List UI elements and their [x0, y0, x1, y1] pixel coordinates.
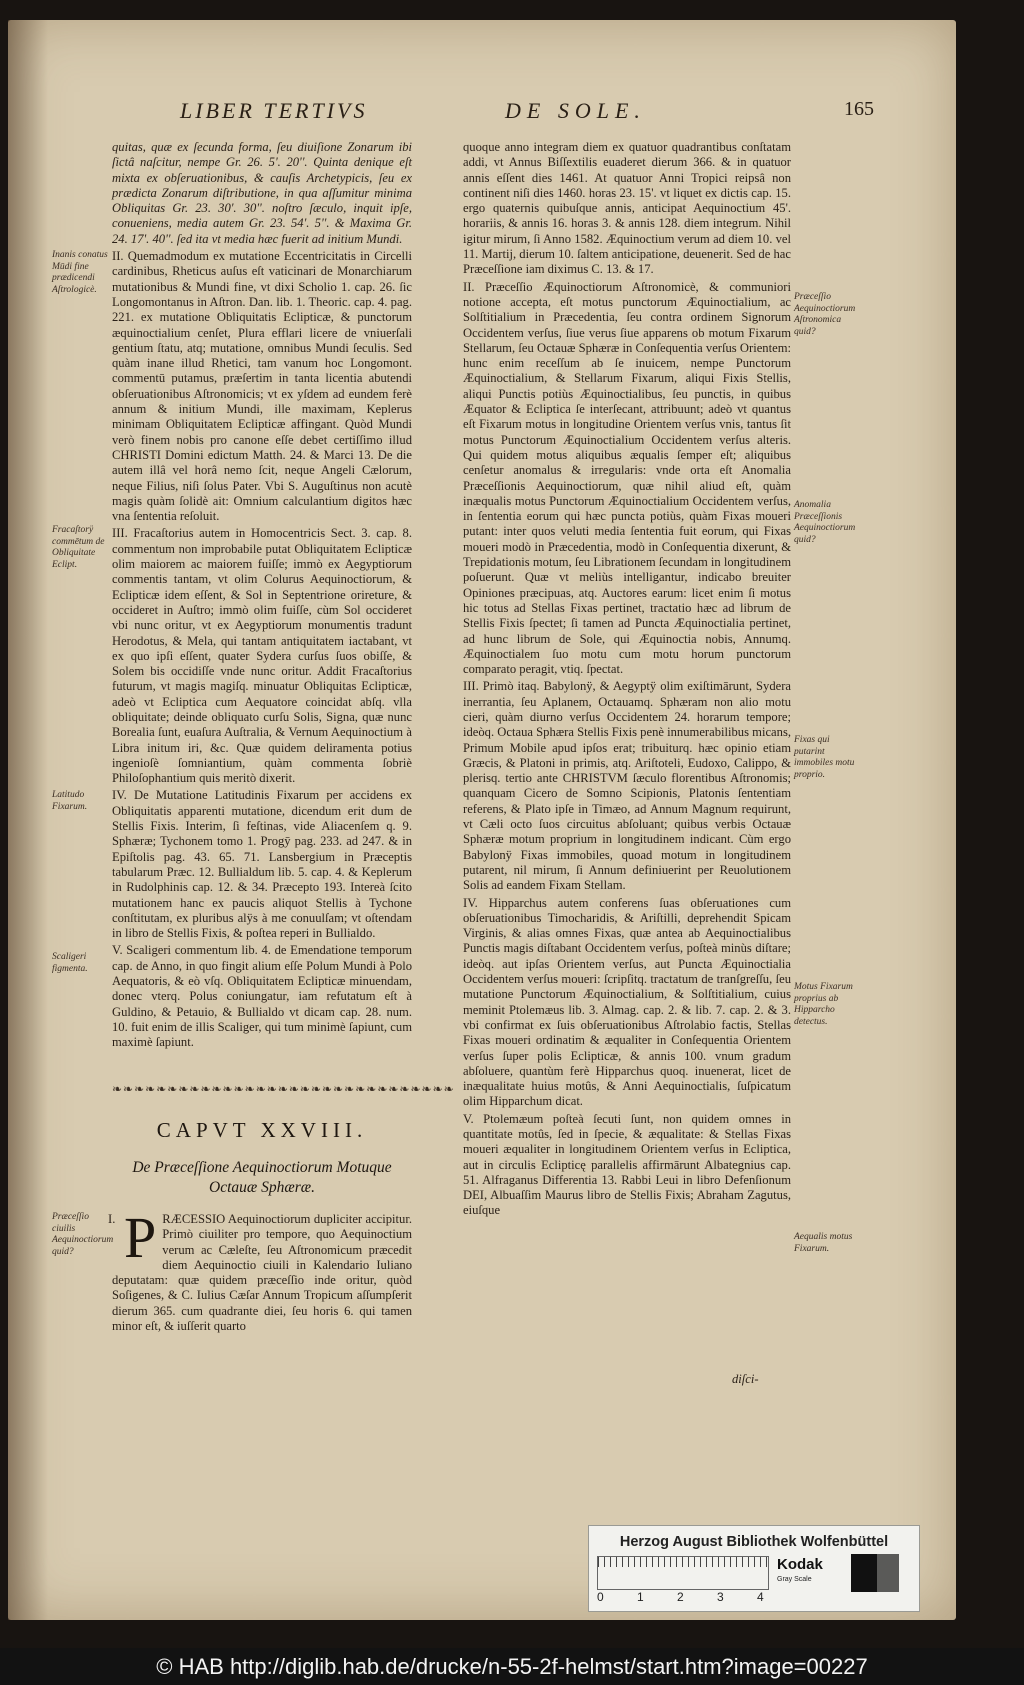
running-head: [180, 98, 994, 132]
chapter-first-paragraph: [108, 1205, 412, 1334]
margin-note: Præceſſio ciuilis Aequinoctiorum quid?: [52, 1212, 114, 1257]
scale-number: 2: [677, 1590, 684, 1604]
margin-note: Scaligeri figmenta.: [52, 952, 88, 974]
drop-cap: P: [124, 1205, 157, 1270]
margin-note: Inanis conatus Mūdi fine prædicendi Aſtrologicè.: [52, 250, 108, 295]
gray-swatch-black: [851, 1554, 877, 1592]
right-paragraph: IV. Hipparchus autem conferens ſuas obſeruationes cum obſeruationibus Timocharidis, & Ariſtilli, deprehendit Spicam Virginis, & alias omnes Fixas, quæ antea ab Aequinoctialibus Punctis magis diſtabant Occidentem verſus, poſteà minùs diſtare; ideòq. aut ipſas Orientem verſus, aut Puncta Æquinoctialia Occidentem verſus moueri: ſcripſitq. tractatum de tranſgreſſu, ſeu mutatione Punctorum Æquinoctialium, & Solſtitialium, cuius meminit Ptolemæus lib. 3. Almag. cap. 2. & lib. 7. cap. 2. & 3. vbi confirmat ex ſuis obſeruationibus Aſtrolabio factis, Stellas Fixas moueri ordinatim & æqualiter in Conſequentia Orientem verſus ſuper polis Eclipticæ, & annis 100. vnum gradum abſoluere, quantùm ferè Hipparchus quoq. inuenerat, licet de inæqualitate huius motûs, & Anni Aequinoctialis, ſuſpicatum olim Hipparchum dicat.: [463, 895, 791, 1109]
margin-note: Fracaſtorÿ commētum de Obliquitate Eclipt.: [52, 525, 105, 570]
kodak-logo: Kodak: [777, 1556, 823, 1573]
left-paragraph: quitas, quæ ex ſecunda forma, ſeu diuiſione Zonarum ibi ſictâ naſcitur, nempe Gr. 26. 5'. 20''. Quinta denique eſt mixta ex obſeruationibus, & cauſis Archetypicis, ſeu ex prædicta Zonarum diſtributione, in qua aſſumitur minima Obliquitas Gr. 23. 30'. 30''. noſtro ſæculo, inquit ipſe, conueniens, media autem Gr. 23. 54'. 5''. & Maxima Gr. 24. 17'. 40''. ſed ita vt media hæc fuerit ad initium Mundi.: [112, 140, 412, 246]
page-gutter-shadow: [8, 20, 48, 1620]
gray-swatch-gray: [877, 1554, 899, 1592]
right-paragraph: quoque anno integram diem ex quatuor quadrantibus conſtatam addi, vt Annus Biſſextilis euaderet dierum 366. & in quatuor annis eſſent dies 1461. At quatuor Anni Tropici reipsâ non continent niſi dies 1460. horas 23. 15'. vt liquet ex dictis cap. 15. ergo quaternis quibuſque annis, anticipat Aequinoctium 45'. horariis, & annis 16. horas 3. & annis 128. diem integrum. Nihil igitur mirum, ſi Anno 1582. Æquinoctium verum ad diem 10. vel 11. Martij, dierum 10. ſaltem anticipatione, deuenerit. Sed de hac Præceſſione iam diximus C. 13. & 17.: [463, 140, 791, 277]
copyright-footer: © HAB http://diglib.hab.de/drucke/n-55-2f-helmst/start.htm?image=00227: [0, 1648, 1024, 1685]
margin-note: Præceſſio Aequinoctiorum Aſtronomica quid?: [794, 292, 856, 337]
left-column: [112, 140, 412, 1053]
right-paragraph: III. Primò itaq. Babylonÿ, & Aegyptÿ olim exiſtimārunt, Sydera inerrantia, ſeu Aplanem, Octauamq. Sphæram non alio motu cieri, quàm diurno verſus Occidentem 24. horarum tempore; ideòq. Octaua Sphæra Stellis Fixis penè innumerabilibus micans, Primum Mobile apud ipſos erat; tribuiturq. hæc opinio etiam Græcis, & Platoni in primis, atq. Ariſtoteli, Eudoxo, Calippo, & plerisq. tertio ante CHRISTVM ſæculo florentibus Aſtronomis; quanquam Cicero de Somno Scipionis, Platonis ſententiam referens, & Plato ipſe in Timæo, ad Annum Magnum requirunt, vt Cæli octo ſuos circuitus abſoluant; quibus verbis Octauæ Sphæræ motum proprium in longitudinem indicant. Cùm ergo Babylonÿ Fixas immobiles, quoad motum in longitudinem putarent, nil mirum, ſi Annum definiuerint per Reuolutionem Solis ad eandem Fixam Stellam.: [463, 679, 791, 893]
running-head-left: LIBER TERTIVS: [180, 98, 368, 123]
scale-number: 1: [637, 1590, 644, 1604]
margin-note: Anomalia Præceſſionis Aequinoctiorum quid?: [794, 500, 856, 545]
margin-note: Fixas qui putarint immobiles motu proprio.: [794, 735, 855, 780]
library-color-card: [588, 1525, 920, 1612]
running-head-right: DE SOLE.: [505, 98, 646, 123]
right-column: [463, 140, 791, 1221]
left-paragraph: IV. De Mutatione Latitudinis Fixarum per accidens ex Obliquitatis apparenti mutatione, dicendum erit dum de Stellis Fixis. Interim, ſi feſtinas, vide Aliacenſem q. 9. Sphæræ; Tychonem tomo 1. Progȳ pag. 233. ad 247. & in Epiſtolis pag. 43. 65. 71. Lansbergium in Præceptis tabularum Præc. 12. Bullialdum lib. 5. cap. 4. & Keplerum in Rudolphinis cap. 12. & 34. Præcepto 193. Intereà ſcito mutationem hanc ex paucis aliquot Stellis à Tychone conſtitutam, ex pluribus alÿs à me conuulſam; vt oſtendam in libro de Stellis Fixis, & poſtea reperi in Bullialdo.: [112, 788, 412, 941]
chapter-title: CAPVT XXVIII.: [156, 1118, 368, 1142]
scale-number: 3: [717, 1590, 724, 1604]
scale-number: 4: [757, 1590, 764, 1604]
ornament-rule: ❧❧❧❧❧❧❧❧❧❧❧❧❧❧❧❧❧❧❧❧❧❧❧❧❧❧❧❧❧❧❧: [112, 1082, 455, 1096]
left-paragraph: III. Fracaſtorius autem in Homocentricis Sect. 3. cap. 8. commentum non improbabile putat Obliquitatem Eclipticæ olim maiorem ac maiorem fuiſſe; immò ex Aegyptiorum commentis tantam, vt olim Colurus Aequinoctiorum, & Eclipticæ idem eſſent, & Sol in Septentrione orireture, & occideret in Auſtro; immò olim fuiſſe, cùm Sol occideret vbi nunc oritur, vt ex Aegyptiorum monumentis tradunt Herodotus, & Mela, qui tantam antiquitatem iactabant, vt ex quo ipſi eſſent, quater Sydera curſus ſuos obiſſe, & Solem bis occidiſſe vnde nunc oritur. Addit Fracaſtorius futurum, vt magis magiſq. minuatur Obliquitas Eclipticæ, adeò vt Ecliptica cum Aequatore coincidat abſq. vlla obliquitate; deinde obliquato curſu Solis, Signa, quæ nunc Borealia ſunt, euaſura Auſtralia, & Vernum Aequinoctium à Libra initum iri, &c. Quæ quidem deliramenta potius ingenioſè ſomniantium, quàm commenta ſobriè Philoſophantium quis meritò dixerit.: [112, 526, 412, 786]
margin-note: Aequalis motus Fixarum.: [794, 1232, 853, 1254]
left-paragraph: V. Scaligeri commentum lib. 4. de Emendatione temporum cap. de Anno, in quo fingit alium eſſe Polum Mundi à Polo Aequatoris, & eò vſq. Obliquitatem Eclipticæ minuendam, donec vterq. Polus coniungatur, iam refutatum eſt à Guldino, & Petauio, & Bullialdo vt dicam cap. 28. num. 10. fuit enim de illis Scaliger, qui tum minimè ſapiunt, cum maximè ſapiunt.: [112, 943, 412, 1050]
margin-note: Latitudo Fixarum.: [52, 790, 88, 812]
right-paragraph: II. Præceſſio Æquinoctiorum Aſtronomicè, & communiori notione accepta, eſt motus punctorum Æquinoctialium, ac Solſtitialium in Præcedentia, ſeu contra ordinem Signorum Occidentem verſus, ſiue verus ſiue apparens ob motum Fixarum Stellarum, ſeu Octauæ Sphæræ in Conſequentia verſus Orientem: hunc enim receſſum ab ſe inuicem, nempe Punctorum Æquinoctialium, & Stellarum Fixarum, aliqui Fixis Stellis, aliqui Punctis potiùs Æquinoctialibus, ſeu punctis, in quibus Æquator & Ecliptica ſe interſecant, attribuunt; adeò vt quantus eſt Fixarum motus in longitudine Orientem verſus vnis, tantus ſit motus Punctorum Æquinoctialium Occidentem verſus alteris. Qui quidem motus aliquibus æqualis ſemper eſt; aliquibus cenſetur anomalus & irregularis: vnde orta eſt Anomalia Præceſſionis Aequinoctiorum, quæ nihil aliud eſt, quàm inæqualis motus Punctorum Æquinoctialium Occidentem verſus, in ſententia eorum qui hæc puncta potiùs, quàm Fixas moueri putant: inter quos veluti media ſententia fuit eorum, qui Fixas moueri modò in Præcedentia, modò in Conſequentia dixerunt, & Trepidationis motum, ſeu Librationem ſecundam in longitudinem poſuerunt. Quæ vt meliùs intelligantur, indicabo breuiter Opiniones præcipuas, atq. Auctores earum: licet enim ſi motus hic totus ad Stellas Fixas pertinet, tractatio hæc ad librum de Stellis Fixis ſpectet; ſi tamen ad Puncta Æquinoctialia pertinet, ad hunc librum de Sole, qui Æquinoctia nobis, Annumq. Æquinoctialem ſuo motu cum motu horum punctorum comparato peragit, vtiq. ſpectat.: [463, 279, 791, 677]
scale-ruler: [597, 1556, 769, 1590]
catchword: diſci-: [732, 1372, 759, 1386]
page-number: 165: [844, 98, 874, 120]
scale-numbers: [597, 1590, 767, 1604]
library-name: Herzog August Bibliothek Wolfenbüttel: [619, 1534, 889, 1550]
paragraph-label: I.: [108, 1212, 116, 1226]
left-paragraph: II. Quemadmodum ex mutatione Eccentricitatis in Circelli cardinibus, Rheticus auſus eſt vaticinari de Monarchiarum mutationibus & Mundi fine, vt dixi Scholio 1. cap. 26. ſic Longomontanus in Aſtron. Dan. lib. 1. Theoric. cap. 4. pag. 221. ex mutatione Obliquitatis Eclipticæ, & punctorum æquinoctialium cenſet, Plura efflari licere de vniuerſali gentium ſtatu, atq; mutatione, omnibus Mundi ſeculis. Sed quàm inane illud Rhetici, tam vanum hoc Longomont. commentū putamus, præſertim in tanta licentia abutendi obſeruationibus Aſtronomicis; vt ex yſdem ad eundem ferè annum & initium Mundi, ille maximam, Keplerus minimam Obliquitatem Eclipticæ affingant. Quòd Mundi verò finem nobis pro canone eſſe debet certiſſimo illud CHRISTI Domini edictum Matth. 24. & Marci 13. De die autem illâ vel horâ nemo ſcit, neque Angeli Cælorum, neque Filius, niſi ſolus Pater. Vbi S. Auguſtinus non acutè magis quàm ſolidè ait: Omnium calculantium digitos hæc vna ſententia reſoluit.: [112, 249, 412, 524]
paragraph-text: RÆCESSIO Aequinoctiorum dupliciter accipitur. Primò ciuiliter pro tempore, quo Aequinoctium verum ac Cæleſte, ſeu Aſtronomicum præcedit diem Aequinoctio ciuili in Kalendario Iuliano deputatam: quæ quidem præceſſio inde oritur, quòd Soſigenes, & C. Iulius Cæſar Annum Tropicum aſſumpſerit dierum 365. cum quadrante diei, ſeu horis 6. qui tamen minor eſt, & iuſſerit quarto: [112, 1212, 412, 1334]
margin-note: Motus Fixarum proprius ab Hipparcho detectus.: [794, 982, 853, 1027]
chapter-subtitle: De Præceſſione Aequinoctiorum Motuque Octauæ Sphæræ.: [132, 1159, 392, 1196]
right-paragraph: V. Ptolemæum poſteà ſecuti ſunt, non quidem omnes in quantitate motûs, ſed in ſpecie, & æqualitate: & Stellas Fixas moueri æqualiter in longitudinem Orientem verſus in Ecliptica, aut in circulis Eclipticę parallelis affirmārunt Albategnius cap. 51. Alfraganus Differentia 13. Rabbi Leui in libro Defenſionum DEI, Albuaſſim Maurus libro de Stellis Fixis; Abraham Zagutus, eiuſque: [463, 1111, 791, 1218]
scale-number: 0: [597, 1590, 604, 1604]
gray-scale-label: Gray Scale: [777, 1576, 812, 1583]
